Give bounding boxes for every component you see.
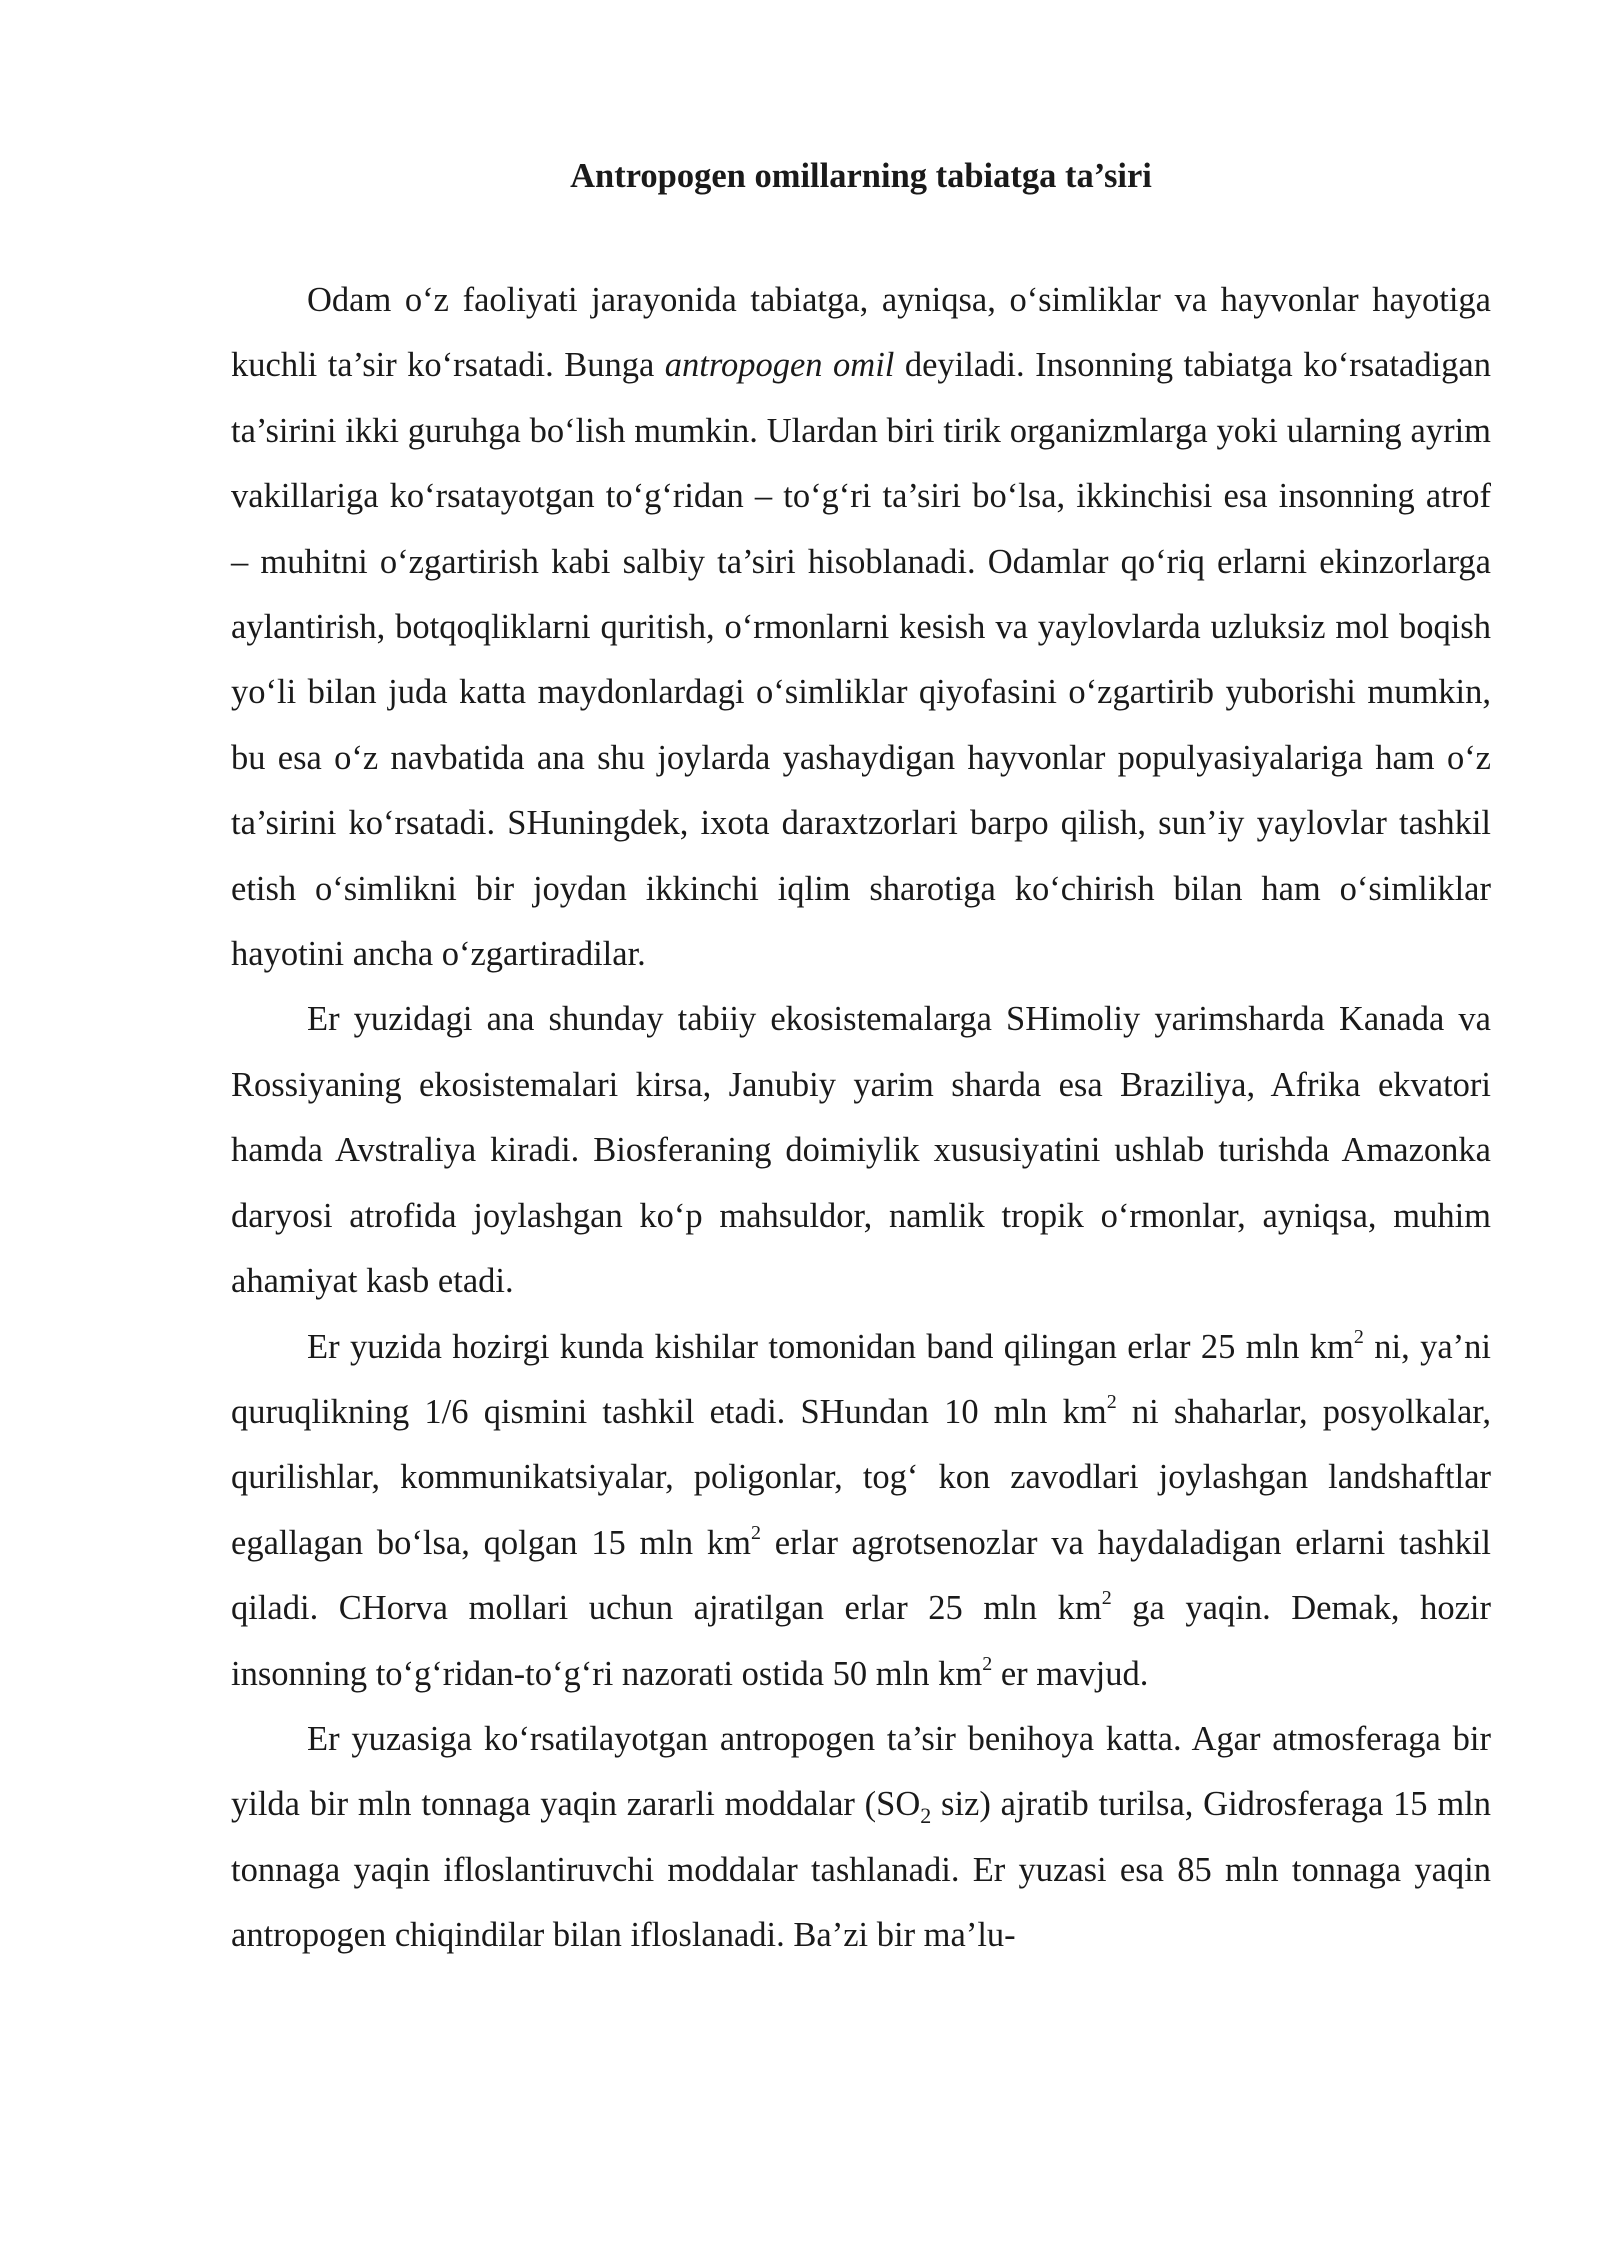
- text-run: erlar agrotsenozlar va haydaladigan erlarni tashkil qiladi. CHorva mollari uchun ajratilgan erlar 25 mln km: [231, 1523, 1491, 1628]
- superscript: 2: [1101, 1587, 1112, 1610]
- superscript: 2: [751, 1521, 761, 1544]
- superscript: 2: [1106, 1390, 1117, 1413]
- text-run: ni shaharlar, posyolkalar, qurilishlar, kommunikatsiyalar, poligonlar, tog‘ kon zavodlari joylashgan landshaftlar egallagan bo‘lsa, qolgan 15 mln km: [231, 1392, 1491, 1562]
- paragraph-1: [231, 268, 1491, 987]
- subscript: 2: [920, 1803, 932, 1829]
- text-run: deyiladi. Insonning tabiatga ko‘rsatadigan ta’sirini ikki guruhga bo‘lish mumkin. Ulardan biri tirik organizmlarga yoki ularning ayrim vakillariga ko‘rsatayotgan to‘g‘ridan – to‘g‘ri ta’siri bo‘lsa, ikkinchisi esa insonning atrof – muhitni o‘zgartirish kabi salbiy ta’siri hisoblanadi. Odamlar qo‘riq erlarni ekinzorlarga aylantirish, botqoqliklarni quritish, o‘rmonlarni kesish va yaylovlarda uzluksiz mol boqish yo‘li bilan juda katta maydonlardagi o‘simliklar qiyofasini o‘zgartirib yuborishi mumkin, bu esa o‘z navbatida ana shu joylarda yashaydigan hayvonlar populyasiyalariga ham o‘z ta’sirini ko‘rsatadi. SHuningdek, ixota daraxtzorlari barpo qilish, sun’iy yaylovlar tashkil etish o‘simlikni bir joydan ikkinchi iqlim sharotiga ko‘chirish bilan ham o‘simliklar hayotini ancha o‘zgartiradilar.: [231, 346, 1491, 974]
- text-run: siz) ajratib turilsa, Gidrosferaga 15 mln tonnaga yaqin ifloslantiruvchi moddalar tashlanadi. Er yuzasi esa 85 mln tonnaga yaqin antropogen chiqindilar bilan ifloslanadi. Ba’zi bir ma’lu-: [231, 1785, 1491, 1955]
- text-run: er mavjud.: [992, 1654, 1149, 1693]
- text-run: ni, ya’ni quruqlikning 1/6 qismini tashkil etadi. SHundan 10 mln km: [231, 1327, 1491, 1431]
- superscript: 2: [1353, 1325, 1364, 1348]
- paragraph-4: [231, 1707, 1491, 1969]
- paragraph-2: [231, 987, 1491, 1314]
- text-run: ga yaqin. Demak, hozir insonning to‘g‘ridan-to‘g‘ri nazorati ostida 50 mln km: [231, 1589, 1491, 1693]
- italic-term: antropogen omil: [664, 346, 895, 385]
- document-body: [231, 268, 1491, 1969]
- text-run: Er yuzidagi ana shunday tabiiy ekosistemalarga SHimoliy yarimsharda Kanada va Rossiyaning ekosistemalari kirsa, Janubiy yarim sharda esa Braziliya, Afrika ekvatori hamda Avstraliya kiradi. Biosferaning doimiylik xususiyatini ushlab turishda Amazonka daryosi atrofida joylashgan ko‘p mahsuldor, namlik tropik o‘rmonlar, ayniqsa, muhim ahamiyat kasb etadi.: [231, 1000, 1491, 1301]
- superscript: 2: [982, 1652, 993, 1675]
- document-title: Antropogen omillarning tabiatga ta’siri: [570, 157, 1152, 195]
- text-run: Er yuzida hozirgi kunda kishilar tomonidan band qilingan erlar 25 mln km: [307, 1327, 1354, 1366]
- text-run: Er yuzasiga ko‘rsatilayotgan antropogen ta’sir benihoya katta. Agar atmosferaga bir yilda bir mln tonnaga yaqin zararli moddalar (SO: [231, 1719, 1491, 1824]
- text-run: Odam o‘z faoliyati jarayonida tabiatga, ayniqsa, o‘simliklar va hayvonlar hayotiga kuchli ta’sir ko‘rsatadi. Bunga: [231, 281, 1491, 385]
- paragraph-3: [231, 1315, 1491, 1707]
